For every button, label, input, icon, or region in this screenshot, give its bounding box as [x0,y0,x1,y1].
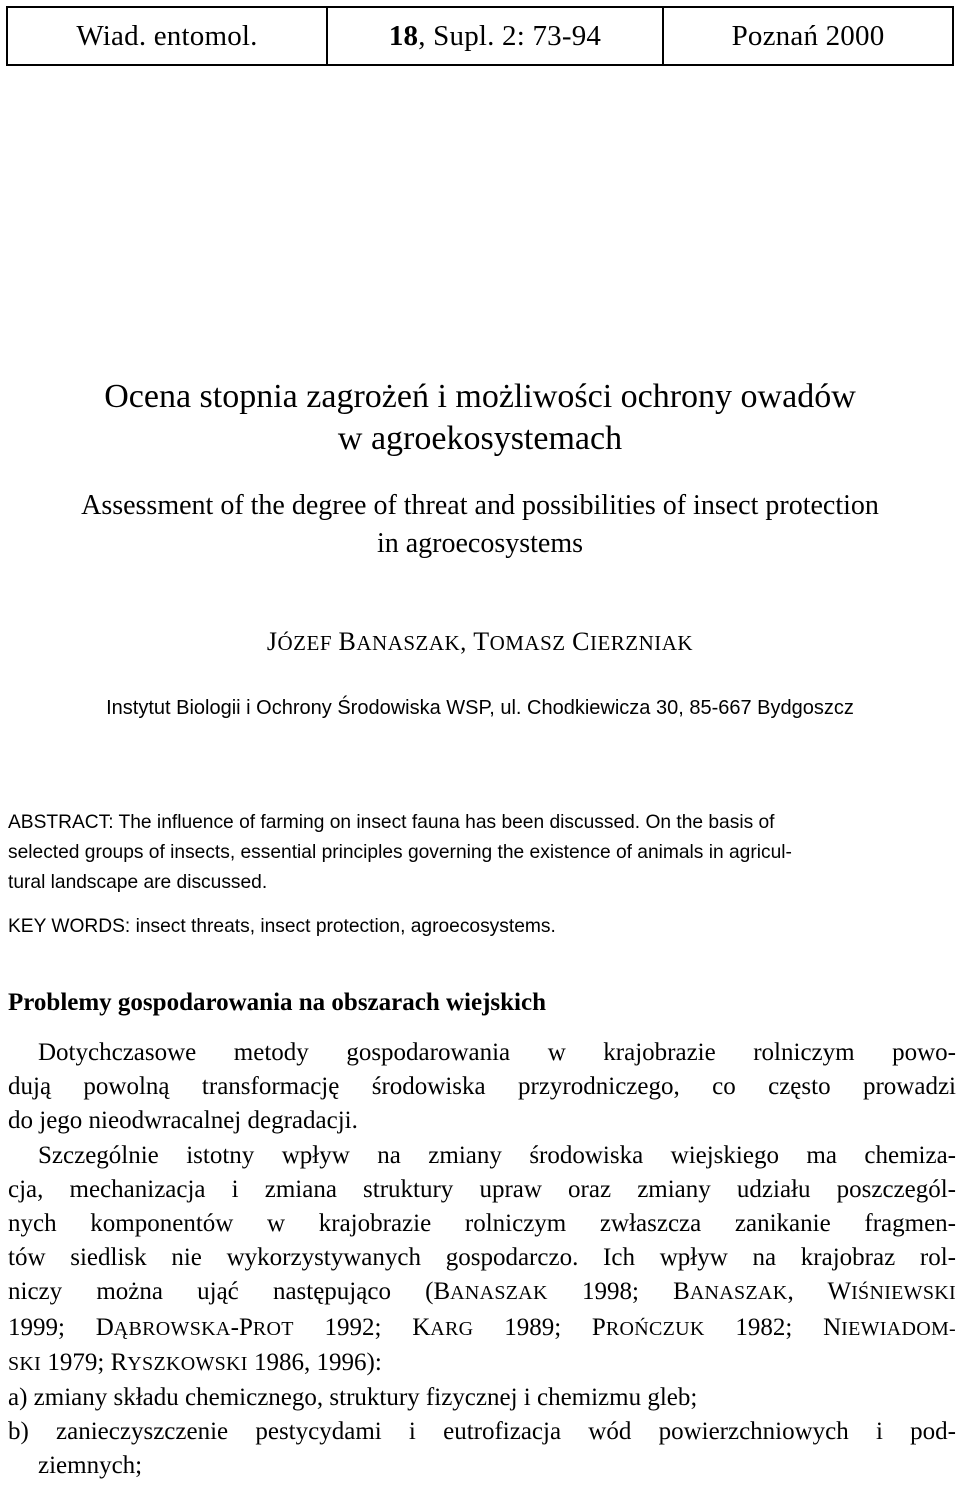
citation-line: SKI 1979; RYSZKOWSKI 1986, 1996): [8,1348,382,1376]
paragraph-line: cja, mechanizacja i zmiana struktury upraw oraz zmiany udziału poszczegól- [8,1175,956,1203]
citation-line: 1999; DĄBROWSKA-PROT 1992; KARG 1989; PROŃCZUK 1982; NIEWIADOM- [8,1313,957,1341]
section-heading: Problemy gospodarowania na obszarach wiejskich [8,989,547,1016]
paragraph-line: nych komponentów w krajobrazie rolniczym zwłaszcza zanikanie fragmen- [8,1210,956,1238]
journal-volume: 18 , Supl. 2: 73-94 [328,8,664,64]
affiliation: Instytut Biologii i Ochrony Środowiska WSP, ul. Chodkiewicza 30, 85-667 Bydgoszcz [106,697,854,719]
title-polish: Ocena stopnia zagrożeń i możliwości ochrony owadów w agroekosystemach [104,378,856,457]
paragraph-line: dują powolną transformację środowiska przyrodniczego, co często prowadzi [8,1073,956,1101]
list-item-continuation: ziemnych; [38,1452,143,1480]
keywords: KEY WORDS: insect threats, insect protection, agroecosystems. [8,916,556,937]
title-english: Assessment of the degree of threat and possibilities of insect protection in agroecosystems [81,490,879,559]
abstract: ABSTRACT: The influence of farming on insect fauna has been discussed. On the basis of selected groups of insects, essential principles governing the existence of animals in agricul- tural landscape are discussed. [8,812,792,893]
authors: JÓZEF BANASZAK, TOMASZ CIERZNIAK [266,627,694,656]
journal-header [6,6,954,66]
paragraph-line: tów siedlisk nie wykorzystywanych gospodarczo. Ich wpływ na krajobraz rol- [8,1244,956,1272]
journal-name: Wiad. entomol. [8,8,328,64]
paragraph-line: do jego nieodwracalnej degradacji. [8,1107,358,1135]
citation-line: niczy można ująć następująco (BANASZAK 1998; BANASZAK, WIŚNIEWSKI [8,1278,956,1306]
journal-place-year: Poznań 2000 [731,19,885,52]
paragraph-line: Szczególnie istotny wpływ na zmiany środowiska wiejskiego ma chemiza- [38,1141,956,1169]
body-text [8,1036,956,1484]
list-item: b) zanieczyszczenie pestycydami i eutrofizacja wód powierzchniowych i pod- [8,1418,956,1446]
paragraph-line: Dotychczasowe metody gospodarowania w krajobrazie rolniczym powo- [38,1039,956,1066]
list-item: a) zmiany składu chemicznego, struktury fizycznej i chemizmu gleb; [8,1384,698,1412]
